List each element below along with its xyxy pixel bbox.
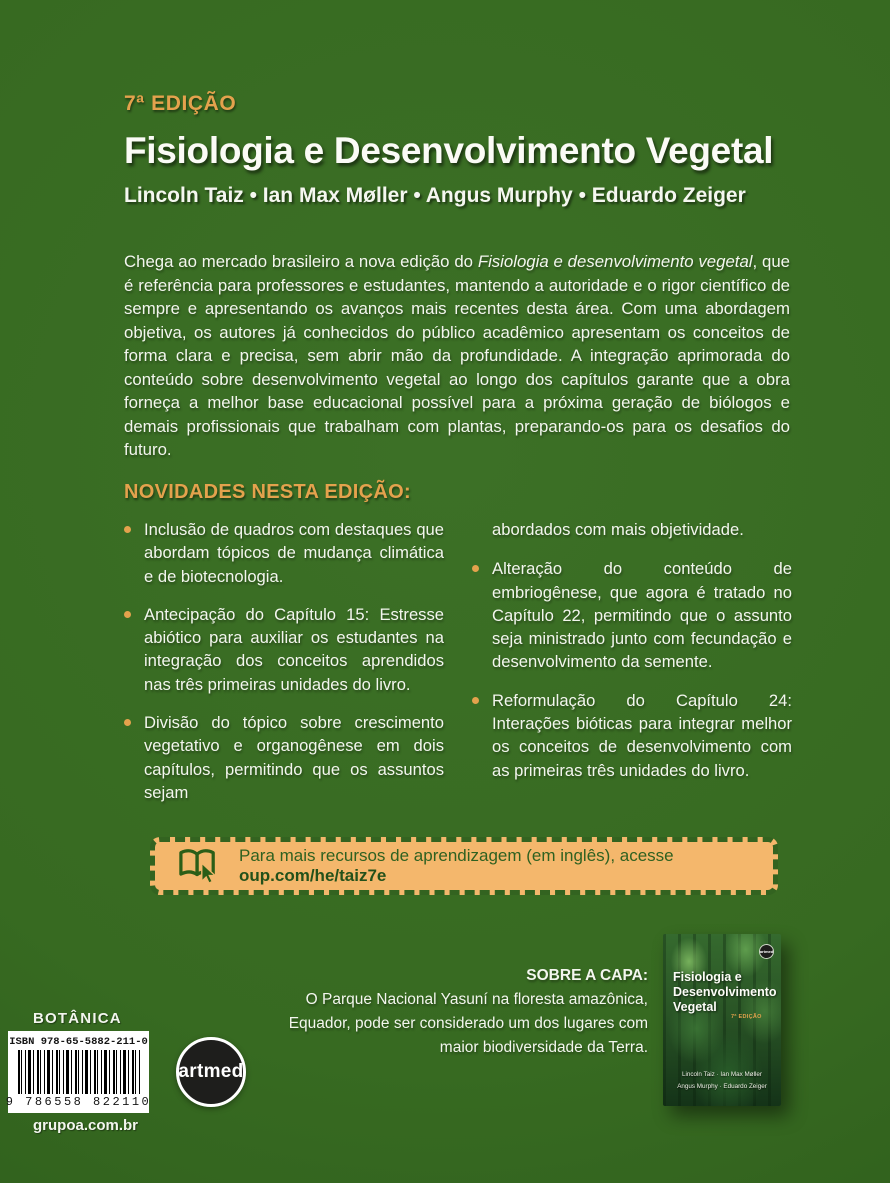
barcode bbox=[5, 1031, 152, 1113]
thumbnail-publisher-badge: artmed bbox=[759, 944, 774, 959]
list-item bbox=[124, 603, 444, 696]
cover-thumbnail bbox=[663, 934, 781, 1106]
description-book-title-italic: Fisiologia e desenvolvimento vegetal bbox=[477, 252, 753, 271]
bullet-icon bbox=[472, 697, 479, 704]
bullet-text: Antecipação do Capítulo 15: Estresse abiótico para auxiliar os estudantes na integração dos conceitos aprendidos nas três primeiras unidades do livro. bbox=[144, 604, 444, 694]
about-cover-line: Equador, pode ser considerado um dos lugares com bbox=[288, 1015, 648, 1032]
artmed-logo bbox=[176, 1037, 246, 1107]
open-book-cursor-icon bbox=[177, 847, 219, 885]
authors-line: Lincoln Taiz • Ian Max Møller • Angus Murphy • Eduardo Zeiger bbox=[124, 184, 746, 207]
novidades-heading: NOVIDADES NESTA EDIÇÃO: bbox=[124, 481, 411, 503]
bullet-text: Divisão do tópico sobre crescimento vegetativo e organogênese em dois capítulos, permitindo que os assuntos sejam bbox=[144, 713, 444, 802]
novidades-columns bbox=[124, 518, 792, 819]
about-cover-block bbox=[289, 964, 648, 1060]
bullet-text: Inclusão de quadros com destaques que abordam tópicos de mudança climática e de biotecnologia. bbox=[144, 520, 444, 586]
bullet-continuation-text: abordados com mais objetividade. bbox=[492, 520, 744, 539]
bullet-icon bbox=[472, 565, 479, 572]
bullet-text: Alteração do conteúdo de embriogênese, que agora é tratado no Capítulo 22, permitindo que o assunto seja ministrado junto com fecundação e desenvolvimento da semente. bbox=[492, 559, 792, 672]
banner-text-regular: Para mais recursos de aprendizagem (em inglês), acesse bbox=[239, 846, 674, 865]
resources-banner bbox=[150, 837, 778, 895]
list-item bbox=[472, 557, 792, 673]
edition-label: 7ª EDIÇÃO bbox=[124, 92, 237, 115]
category-label: BOTÂNICA bbox=[33, 1010, 122, 1027]
thumbnail-title bbox=[673, 970, 777, 1014]
website-label: grupoa.com.br bbox=[33, 1117, 139, 1134]
banner-url: oup.com/he/taiz7e bbox=[239, 866, 387, 885]
bullet-list-right bbox=[472, 518, 792, 819]
thumbnail-title-line: Fisiologia e bbox=[673, 970, 742, 984]
description-part1: Chega ao mercado brasileiro a nova edição do bbox=[124, 252, 478, 271]
barcode-bars bbox=[18, 1050, 140, 1094]
about-cover-heading: SOBRE A CAPA: bbox=[526, 967, 648, 984]
isbn-digits: 9 786558 822110 bbox=[5, 1095, 152, 1109]
artmed-logo-text: artmed bbox=[178, 1061, 244, 1082]
bullet-text: Reformulação do Capítulo 24: Interações bióticas para integrar melhor os conceitos de desenvolvimento com as primeiras três unidades do livro. bbox=[492, 690, 792, 780]
thumbnail-authors-line: Lincoln Taiz · Ian Max Møller bbox=[681, 1071, 763, 1079]
list-item bbox=[124, 711, 444, 804]
about-cover-line: maior biodiversidade da Terra. bbox=[439, 1039, 648, 1056]
bullet-icon bbox=[124, 611, 131, 618]
list-item bbox=[472, 689, 792, 782]
list-item bbox=[124, 518, 444, 588]
description-part2: , que é referência para professores e estudantes, mantendo a autoridade e o rigor científico de sempre e apresentando os avanços mais recentes desta área. Com uma abordagem objetiva, os autores já conhecidos do público acadêmico apresentam os conceitos de forma clara e precisa, sem abrir mão da profundidade. A integração aprimorada do conteúdo sobre desenvolvimento vegetal ao longo dos capítulos garante que a obra forneça a melhor base educacional possível para a próxima geração de biólogos e demais profissionais que trabalham com plantas, preparando-os para os desafios do futuro. bbox=[124, 252, 790, 459]
thumbnail-authors-line: Angus Murphy · Eduardo Zeiger bbox=[677, 1082, 767, 1090]
thumbnail-edition-label: 7ª EDIÇÃO bbox=[731, 1014, 762, 1020]
thumbnail-title-line: Vegetal bbox=[673, 999, 717, 1014]
isbn-label: ISBN 978-65-5882-211-0 bbox=[9, 1036, 148, 1048]
banner-text bbox=[239, 846, 751, 886]
bullet-list-left bbox=[124, 518, 444, 819]
bullet-icon bbox=[124, 526, 131, 533]
about-cover-line: O Parque Nacional Yasuní na floresta amazônica, bbox=[305, 991, 648, 1008]
bullet-icon bbox=[124, 719, 131, 726]
thumbnail-title-line: Desenvolvimento bbox=[673, 984, 777, 999]
description-paragraph bbox=[124, 250, 790, 462]
book-title: Fisiologia e Desenvolvimento Vegetal bbox=[124, 130, 774, 171]
thumbnail-authors bbox=[663, 1069, 781, 1092]
